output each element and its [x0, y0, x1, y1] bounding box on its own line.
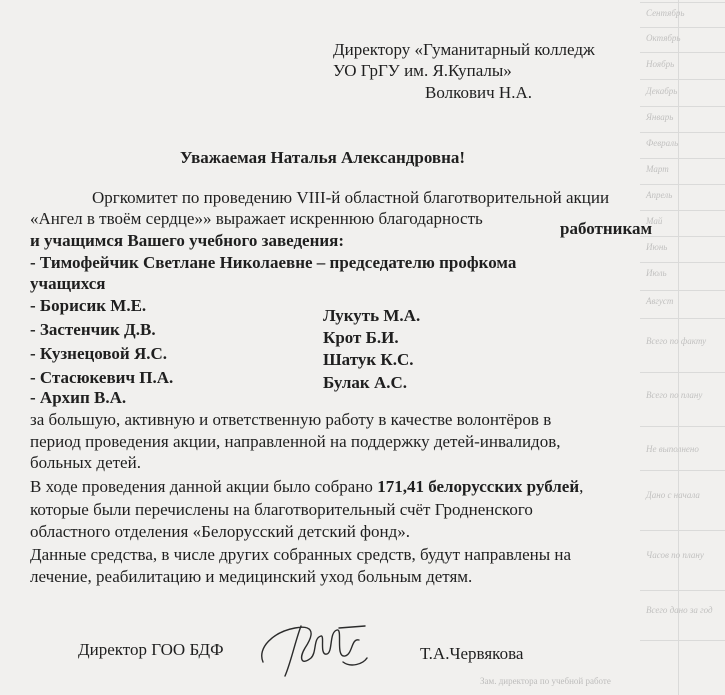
handwritten-signature-icon — [255, 618, 375, 680]
chair-line: учащихся — [30, 274, 106, 293]
body-line: лечение, реабилитацию и медицинский уход больным детям. — [30, 567, 473, 586]
ghost-row: Август — [646, 296, 674, 306]
body-line: В ходе проведения данной акции было собрано 171,41 белорусских рублей, — [30, 477, 584, 496]
list-item: Шатук К.С. — [323, 350, 414, 369]
ghost-row: Июнь — [646, 242, 668, 252]
ghost-row: Сентябрь — [646, 8, 685, 18]
ghost-row: Ноябрь — [646, 59, 675, 69]
list-item: - Застенчик Д.В. — [30, 320, 156, 339]
signature-name: Т.А.Червякова — [420, 644, 524, 663]
amount: 171,41 белорусских рублей — [377, 477, 580, 496]
list-item: - Архип В.А. — [30, 388, 127, 407]
list-item: - Стасюкевич П.А. — [30, 368, 174, 387]
ghost-row: Февраль — [646, 138, 679, 148]
list-item: Крот Б.И. — [323, 328, 399, 347]
ghost-footer: Зам. директора по учебной работе — [480, 676, 611, 686]
ghost-row: Часов по плану — [646, 550, 704, 560]
body-line: областного отделения «Белорусский детский фонд». — [30, 522, 411, 541]
intro-line: «Ангел в твоём сердце»» выражает искреннюю благодарность — [30, 209, 483, 228]
signature-position: Директор ГОО БДФ — [78, 640, 224, 659]
ghost-row: Июль — [646, 268, 667, 278]
body-line: за большую, активную и ответственную работу в качестве волонтёров в — [30, 410, 552, 429]
ghost-row: Не выполнено — [646, 444, 699, 454]
ghost-row: Всего по факту — [646, 336, 707, 346]
body-line: Данные средства, в числе других собранных средств, будут направлены на — [30, 545, 572, 564]
ghost-row: Март — [646, 164, 669, 174]
bleed-through-table — [640, 0, 725, 695]
addressee-line: УО ГрГУ им. Я.Купалы» — [333, 61, 512, 80]
salutation: Уважаемая Наталья Александровна! — [180, 148, 466, 167]
intro-line: Оргкомитет по проведению VIII-й областной благотворительной акции — [92, 188, 610, 207]
ghost-row: Октябрь — [646, 33, 681, 43]
ghost-row: Всего дано за год — [646, 605, 713, 615]
ghost-row: Всего по плану — [646, 390, 703, 400]
intro-line: и учащимся Вашего учебного заведения: — [30, 231, 345, 250]
ghost-row: Апрель — [646, 190, 673, 200]
list-item: - Кузнецовой Я.С. — [30, 344, 168, 363]
body-line: которые были перечислены на благотворительный счёт Гродненского — [30, 500, 533, 519]
list-item: Лукуть М.А. — [323, 306, 421, 325]
ghost-row: Дано с начала — [646, 490, 700, 500]
ghost-row: Декабрь — [646, 86, 678, 96]
ghost-row: Май — [646, 216, 663, 226]
chair-line: - Тимофейчик Светлане Николаевне – председателю профкома — [30, 253, 517, 272]
ghost-row: Январь — [646, 112, 674, 122]
body-line: больных детей. — [30, 453, 141, 472]
intro-emphasis: работникам — [560, 219, 653, 238]
addressee-name: Волкович Н.А. — [425, 83, 532, 102]
list-item: - Борисик М.Е. — [30, 296, 147, 315]
list-item: Булак А.С. — [323, 373, 408, 392]
body-line: период проведения акции, направленной на поддержку детей-инвалидов, — [30, 432, 561, 451]
addressee-line: Директору «Гуманитарный колледж — [333, 40, 595, 59]
